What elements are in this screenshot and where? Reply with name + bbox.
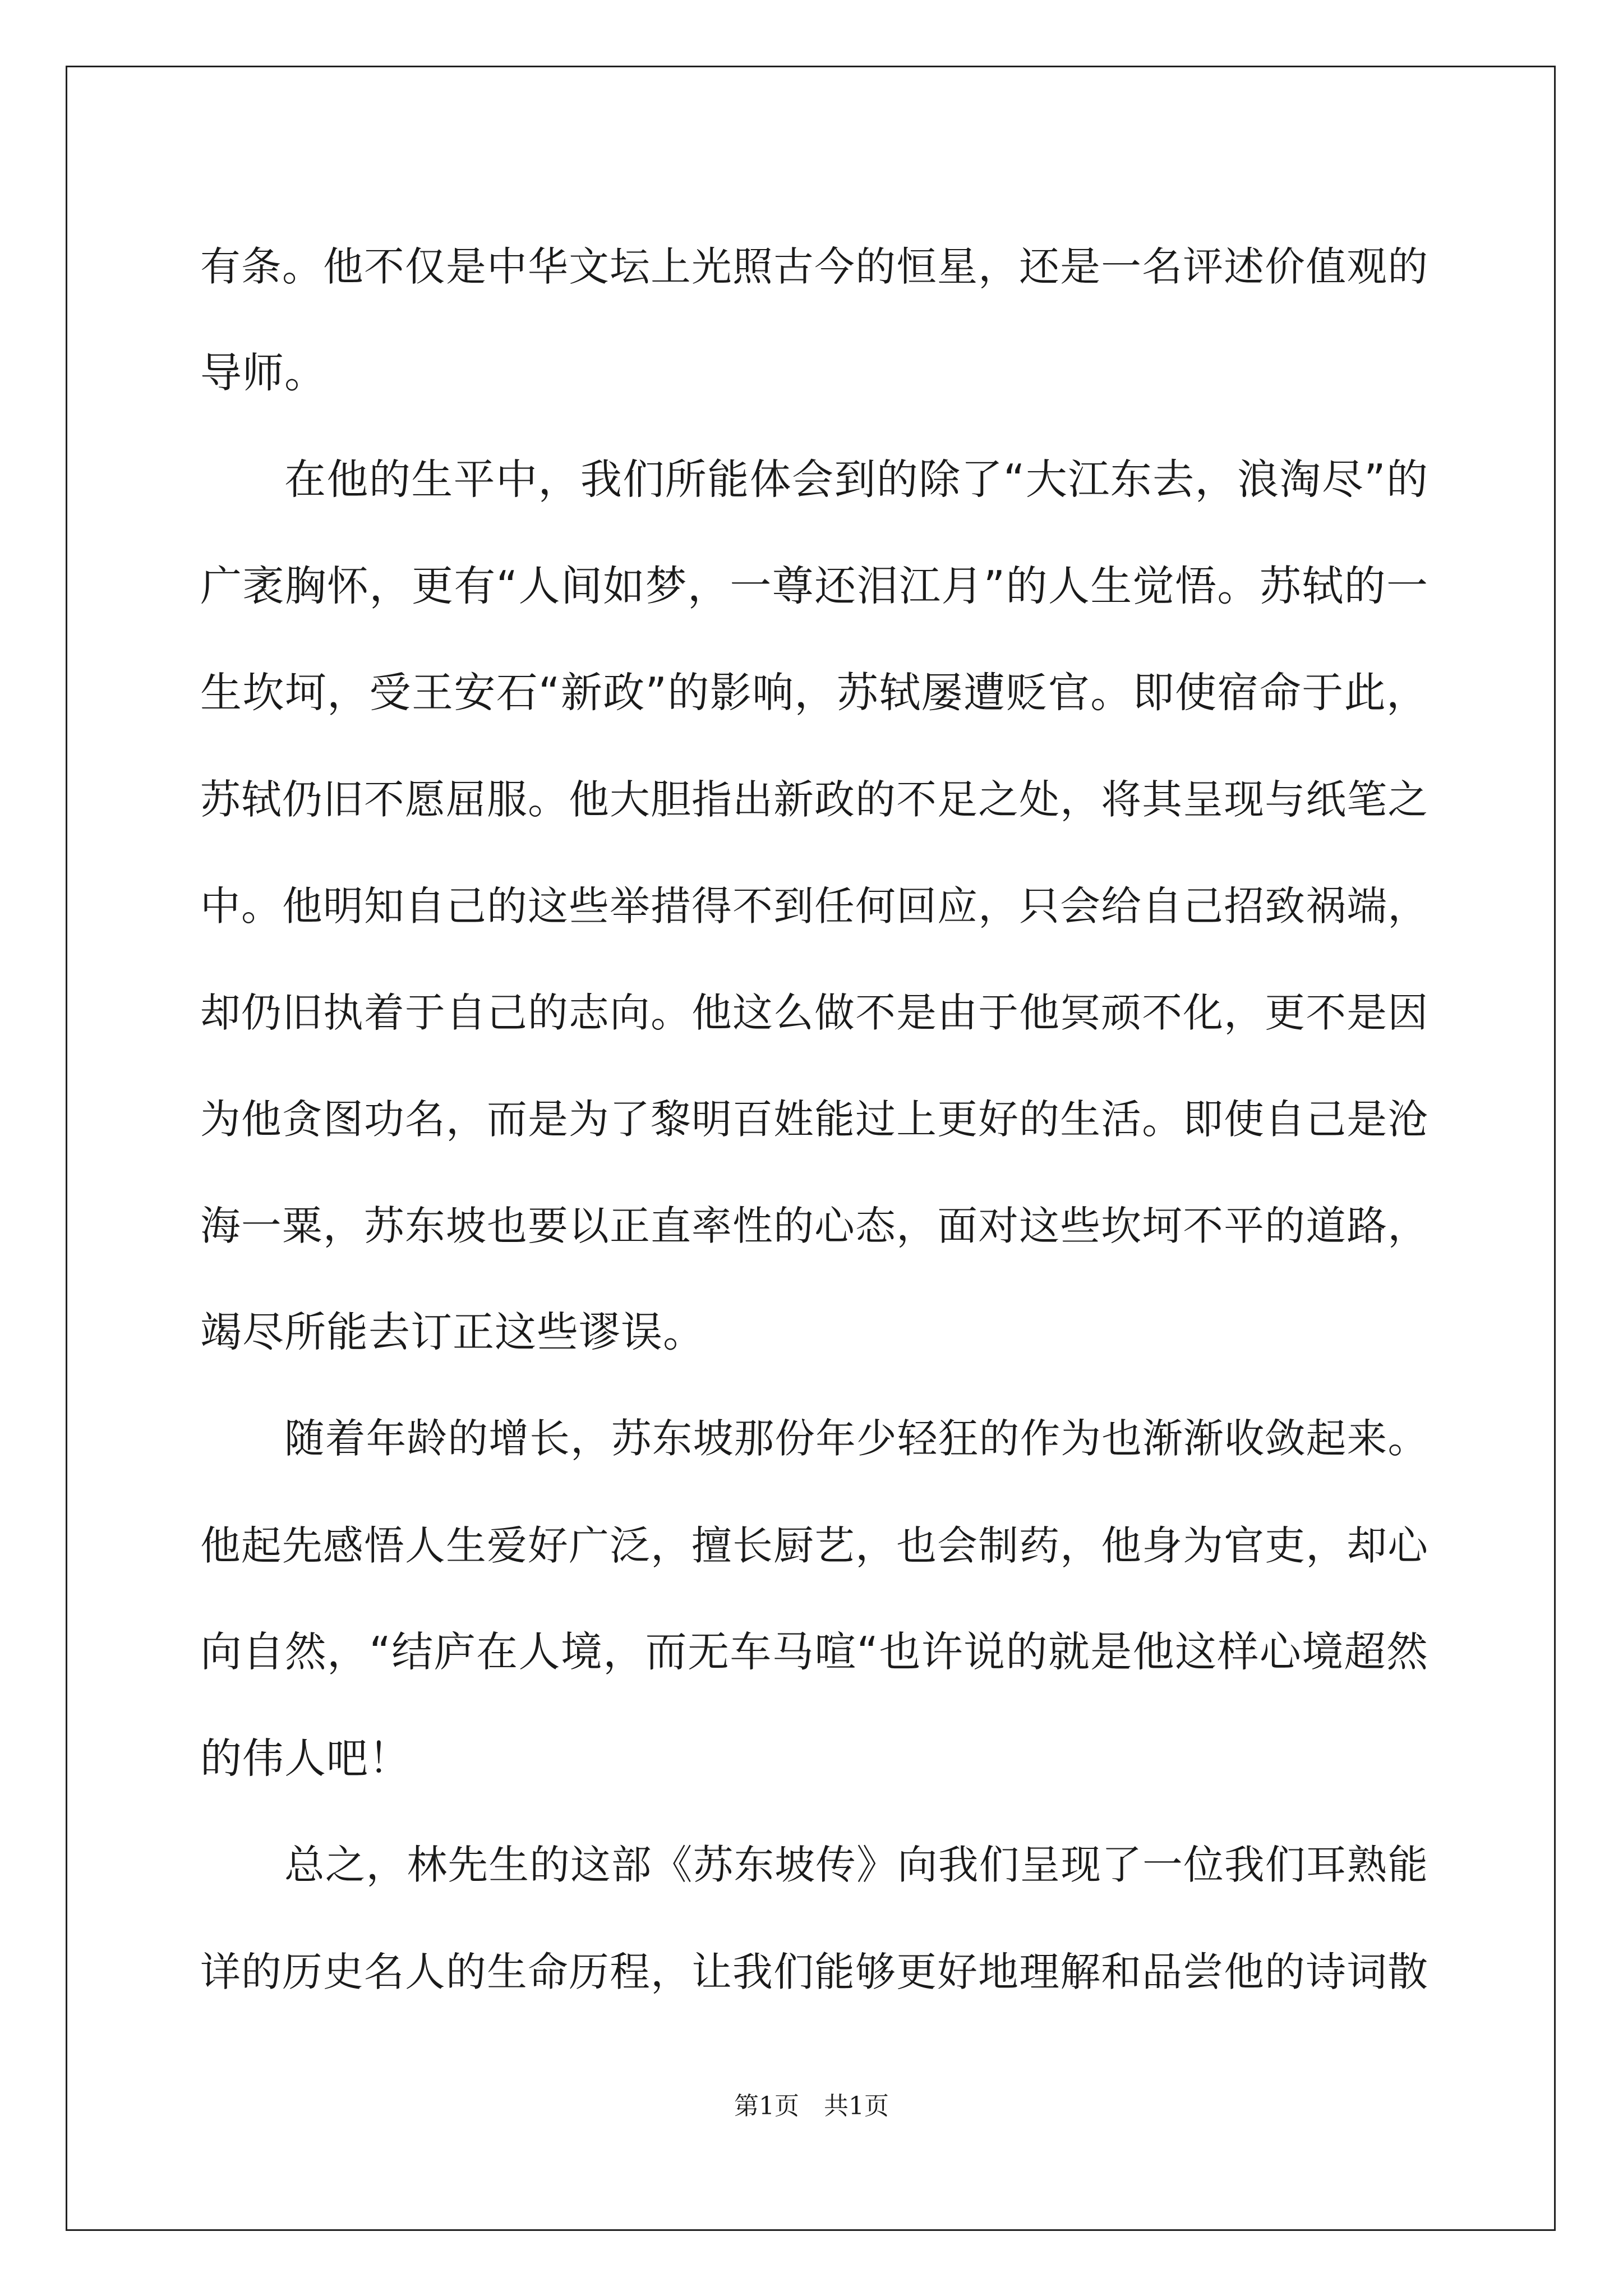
text-line: 却仍旧执着于自己的志向。他这么做不是由于他冥顽不化，更不是因 — [200, 989, 1428, 1036]
text-line: 竭尽所能去订正这些谬误。 — [200, 1308, 705, 1356]
text-line: 为他贪图功名，而是为了黎明百姓能过上更好的生活。即使自己是沧 — [200, 1096, 1428, 1143]
text-line: 在他的生平中，我们所能体会到的除了“大江东去，浪淘尽”的 — [284, 455, 1428, 504]
text-line: 中。他明知自己的这些举措得不到任何回应，只会给自己招致祸端， — [200, 882, 1428, 930]
text-line: 他起先感悟人生爱好广泛，擅长厨艺，也会制药，他身为官吏，却心 — [200, 1522, 1428, 1569]
text-line: 的伟人吧！ — [200, 1734, 411, 1783]
document-body — [200, 213, 1428, 2025]
text-line: 苏轼仍旧不愿屈服。他大胆指出新政的不足之处，将其呈现与纸笔之 — [200, 776, 1428, 823]
page-footer: 第1页 共1页 — [734, 2092, 889, 2120]
paragraph-3 — [200, 1386, 1428, 1812]
text-line: 导师。 — [200, 349, 326, 397]
paragraph-2 — [200, 426, 1428, 1386]
text-line: 生坎坷，受王安石“新政”的影响，苏轼屡遭贬官。即使宿命于此， — [200, 669, 1428, 717]
text-line: 随着年龄的增长，苏东坡那份年少轻狂的作为也渐渐收敛起来。 — [284, 1415, 1428, 1462]
text-line: 总之，林先生的这部《苏东坡传》向我们呈现了一位我们耳熟能 — [284, 1842, 1428, 1888]
paragraph-1 — [200, 213, 1428, 426]
text-line: 向自然，“结庐在人境，而无车马喧“也许说的就是他这样心境超然 — [200, 1628, 1428, 1676]
text-line: 海一粟，苏东坡也要以正直率性的心态，面对这些坎坷不平的道路， — [200, 1202, 1428, 1249]
text-line: 广袤胸怀，更有“人间如梦，一尊还泪江月”的人生觉悟。苏轼的一 — [200, 562, 1428, 610]
text-line: 详的历史名人的生命历程，让我们能够更好地理解和品尝他的诗词散 — [200, 1948, 1428, 1995]
text-line: 有条。他不仅是中华文坛上光照古今的恒星，还是一名评述价值观的 — [200, 243, 1428, 290]
paragraph-4 — [200, 1812, 1428, 2025]
